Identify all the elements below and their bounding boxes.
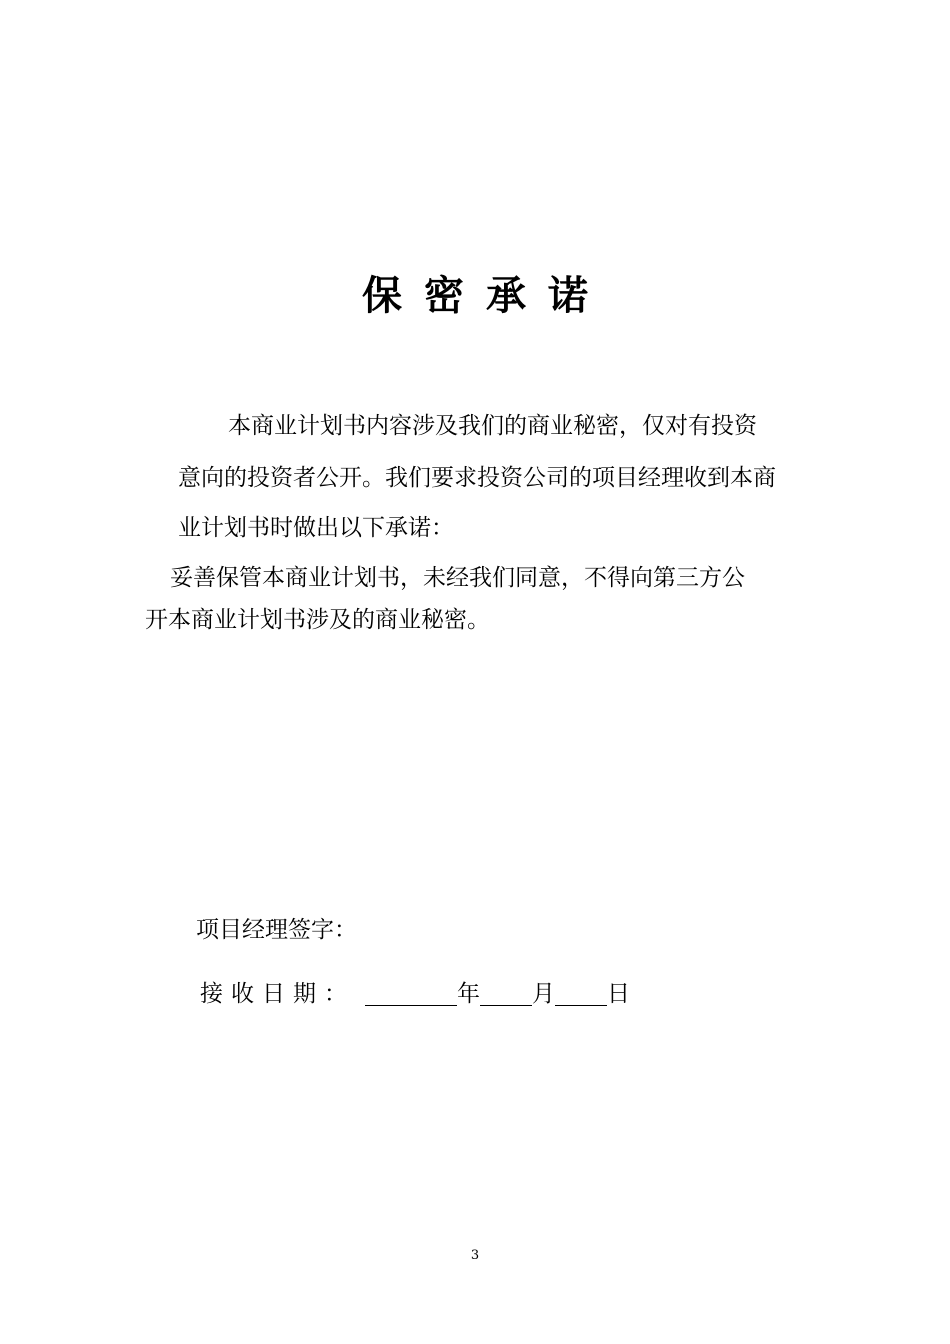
paragraph-1-line-1: 本商业计划书内容涉及我们的商业秘密，仅对有投资 [228,413,757,439]
day-unit: 日 [607,981,630,1007]
paragraph-2-line-1: 妥善保管本商业计划书，未经我们同意，不得向第三方公 [170,565,745,591]
month-unit: 月 [532,981,555,1007]
page-number: 3 [470,1248,480,1263]
date-label: 接收日期： [200,981,355,1007]
year-unit: 年 [457,981,480,1007]
signature-label: 项目经理签字： [196,917,357,943]
paragraph-1-line-2: 意向的投资者公开。我们要求投资公司的项目经理收到本商 [178,465,776,491]
day-blank [555,979,607,1006]
paragraph-1-line-3: 业计划书时做出以下承诺： [178,515,454,541]
month-blank [480,979,532,1006]
year-blank [365,979,457,1006]
date-row [200,978,630,1010]
paragraph-2-line-2: 开本商业计划书涉及的商业秘密。 [145,607,490,633]
page-title: 保密承诺 [362,273,610,319]
